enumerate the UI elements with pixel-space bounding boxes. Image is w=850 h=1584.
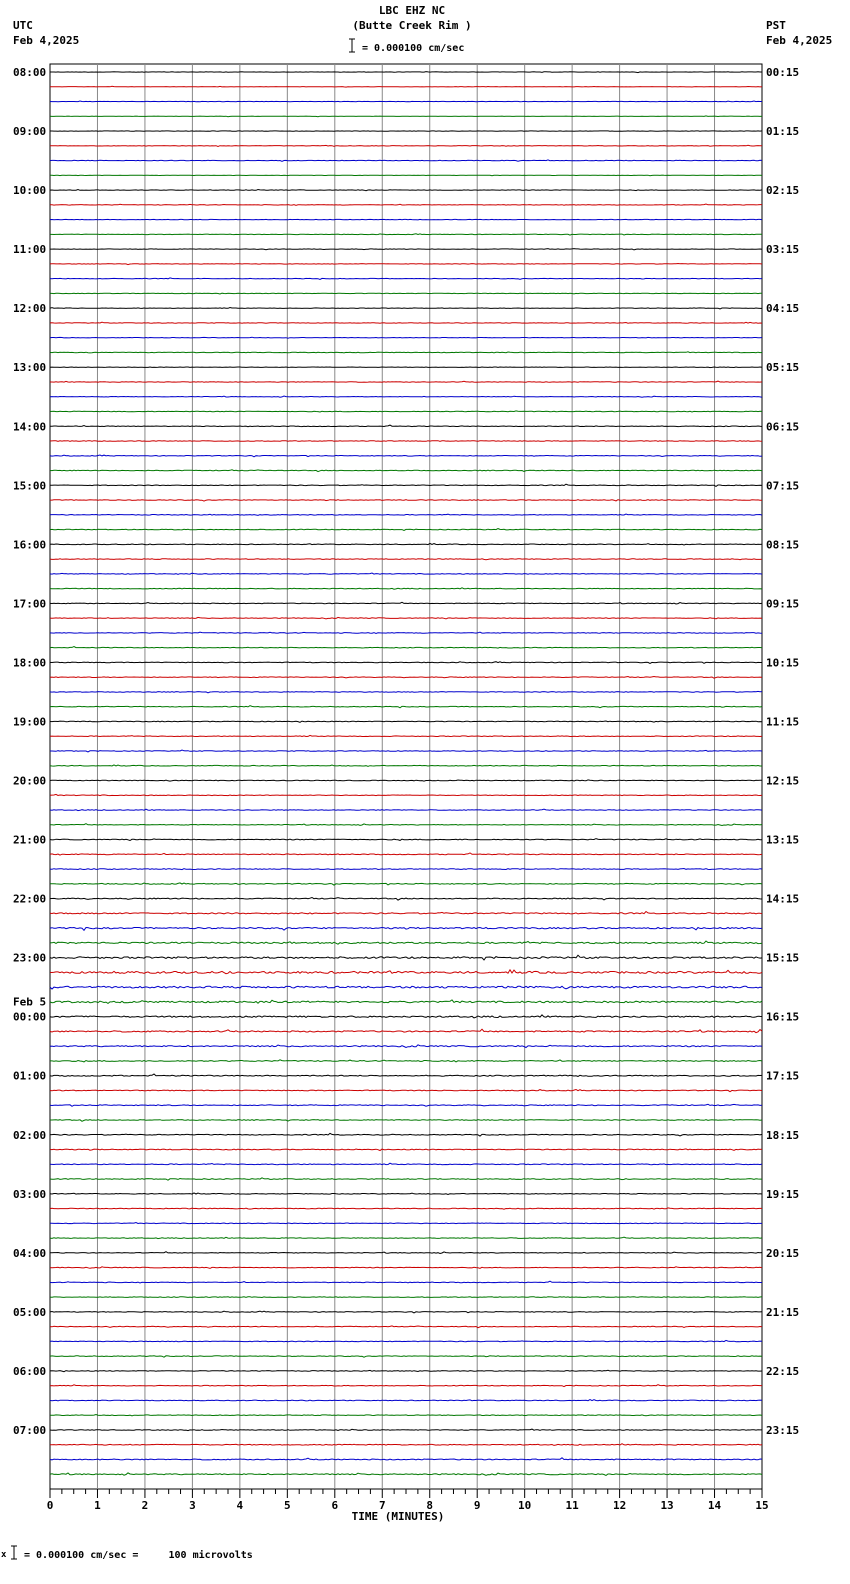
seismic-trace — [50, 145, 762, 146]
seismic-trace — [50, 898, 762, 901]
x-tick-label: 7 — [378, 1499, 386, 1512]
seismic-trace — [50, 1193, 762, 1195]
seismic-trace — [50, 308, 762, 309]
x-tick-label: 6 — [331, 1499, 339, 1512]
seismic-trace — [50, 529, 762, 531]
pst-hour-label: 18:15 — [766, 1128, 800, 1142]
seismic-trace — [50, 677, 762, 679]
pst-hour-label: 14:15 — [766, 892, 800, 906]
utc-hour-label: 09:00 — [13, 125, 47, 139]
seismic-trace — [50, 912, 762, 914]
seismic-trace — [50, 175, 762, 176]
seismic-trace — [50, 278, 762, 280]
seismic-trace — [50, 839, 762, 841]
utc-hour-label: 10:00 — [13, 184, 47, 198]
seismic-trace — [50, 425, 762, 427]
seismic-trace — [50, 883, 762, 885]
utc-hour-label: 05:00 — [13, 1305, 47, 1319]
seismic-trace — [50, 352, 762, 353]
pst-hour-label: 20:15 — [766, 1246, 800, 1260]
seismic-trace — [50, 750, 762, 752]
pst-hour-label: 12:15 — [766, 774, 800, 788]
right-timezone: PST — [766, 19, 786, 32]
footer-scale-label: = 0.000100 cm/sec = 100 microvolts — [24, 1550, 253, 1561]
pst-hour-label: 19:15 — [766, 1187, 800, 1201]
seismic-trace — [50, 1045, 762, 1048]
seismic-trace — [50, 1133, 762, 1136]
utc-hour-label: 20:00 — [13, 774, 47, 788]
seismic-trace — [50, 1340, 762, 1341]
pst-hour-label: 21:15 — [766, 1305, 800, 1319]
seismic-trace — [50, 780, 762, 781]
x-axis-label: TIME (MINUTES) — [351, 1510, 445, 1523]
seismic-trace — [50, 869, 762, 870]
seismic-trace — [50, 411, 762, 412]
seismic-trace — [50, 160, 762, 161]
utc-hour-label: 02:00 — [13, 1128, 47, 1142]
x-tick-label: 5 — [284, 1499, 291, 1512]
seismic-trace — [50, 381, 762, 382]
seismic-trace — [50, 1400, 762, 1401]
station-title: LBC EHZ NC — [378, 4, 446, 17]
seismic-trace — [50, 1208, 762, 1209]
utc-hour-label: 22:00 — [13, 892, 47, 906]
utc-hour-label: 00:00 — [13, 1010, 47, 1024]
seismic-trace — [50, 1458, 762, 1460]
seismic-trace — [50, 72, 762, 73]
utc-hour-label: 07:00 — [13, 1423, 47, 1437]
station-location: (Butte Creek Rim ) — [352, 19, 472, 32]
pst-hour-label: 23:15 — [766, 1423, 800, 1437]
seismic-trace — [50, 1429, 762, 1431]
pst-hour-label: 00:15 — [766, 66, 800, 79]
seismic-trace — [50, 1104, 762, 1106]
utc-hour-label: 23:00 — [13, 951, 47, 965]
seismic-trace — [50, 1178, 762, 1180]
x-tick-label: 15 — [755, 1499, 769, 1512]
utc-hour-label: 15:00 — [13, 479, 47, 493]
utc-hour-label: 17:00 — [13, 597, 47, 611]
seismic-trace — [50, 1090, 762, 1092]
seismic-trace — [50, 86, 762, 87]
seismic-trace — [50, 264, 762, 265]
seismic-trace — [50, 794, 762, 795]
seismic-trace — [50, 1015, 762, 1018]
seismic-trace — [50, 602, 762, 604]
x-tick-label: 4 — [236, 1499, 244, 1512]
seismic-trace — [50, 941, 762, 944]
pst-hour-label: 03:15 — [766, 243, 800, 257]
pst-hour-label: 15:15 — [766, 951, 800, 965]
seismic-trace — [50, 1237, 762, 1238]
pst-hour-label: 08:15 — [766, 538, 800, 552]
seismic-trace — [50, 484, 762, 486]
pst-hour-label: 05:15 — [766, 361, 800, 375]
seismic-trace — [50, 1297, 762, 1298]
seismic-trace — [50, 647, 762, 649]
utc-hour-label: 19:00 — [13, 715, 47, 729]
seismic-trace — [50, 1281, 762, 1283]
seismic-trace — [50, 219, 762, 220]
pst-hour-label: 22:15 — [766, 1364, 800, 1378]
seismic-trace — [50, 1444, 762, 1446]
seismic-trace — [50, 234, 762, 235]
x-tick-label: 14 — [707, 1499, 722, 1512]
seismic-trace — [50, 1060, 762, 1062]
seismic-trace — [50, 1356, 762, 1357]
seismic-trace — [50, 1000, 762, 1004]
utc-hour-label: 21:00 — [13, 833, 47, 847]
pst-hour-label: 10:15 — [766, 656, 800, 670]
seismic-trace — [50, 824, 762, 826]
pst-hour-label: 07:15 — [766, 479, 800, 493]
seismic-trace — [50, 249, 762, 250]
pst-hour-label: 11:15 — [766, 715, 800, 729]
plot-frame — [50, 64, 762, 1489]
pst-hour-label: 13:15 — [766, 833, 800, 847]
seismic-trace — [50, 662, 762, 664]
utc-hour-label: 06:00 — [13, 1364, 47, 1378]
seismic-trace — [50, 1252, 762, 1254]
left-date: Feb 4,2025 — [13, 34, 80, 47]
seismic-trace — [50, 809, 762, 810]
seismic-trace — [50, 986, 762, 989]
x-tick-label: 9 — [473, 1499, 481, 1512]
x-tick-label: 13 — [660, 1499, 674, 1512]
seismic-trace — [50, 735, 762, 736]
seismic-trace — [50, 1385, 762, 1387]
x-tick-label: 8 — [426, 1499, 434, 1512]
scale-label: = 0.000100 cm/sec — [362, 43, 465, 54]
pst-hour-label: 01:15 — [766, 125, 800, 139]
seismic-trace — [50, 765, 762, 767]
utc-hour-label: 12:00 — [13, 302, 47, 316]
x-tick-label: 3 — [189, 1499, 196, 1512]
x-tick-label: 1 — [94, 1499, 101, 1512]
pst-hour-label: 17:15 — [766, 1069, 800, 1083]
seismic-trace — [50, 927, 762, 930]
seismic-trace — [50, 1149, 762, 1151]
seismic-trace — [50, 1074, 762, 1076]
seismic-trace — [50, 470, 762, 472]
utc-hour-label: 16:00 — [13, 538, 47, 552]
utc-hour-label: 13:00 — [13, 361, 47, 375]
seismic-trace — [50, 116, 762, 117]
seismic-trace — [50, 500, 762, 501]
x-tick-label: 0 — [46, 1499, 54, 1512]
seismic-trace — [50, 514, 762, 515]
seismic-trace — [50, 955, 762, 960]
utc-hour-label: 18:00 — [13, 656, 47, 670]
footer-marker: x — [1, 1550, 7, 1560]
seismic-trace — [50, 396, 762, 397]
seismic-trace — [50, 1473, 762, 1476]
seismic-trace — [50, 204, 762, 205]
seismic-trace — [50, 1415, 762, 1416]
seismic-trace — [50, 1326, 762, 1328]
seismic-trace — [50, 101, 762, 102]
footer-scale-bar-icon — [10, 1545, 18, 1560]
pst-hour-label: 09:15 — [766, 597, 800, 611]
utc-hour-label: 04:00 — [13, 1246, 47, 1260]
seismic-trace — [50, 337, 762, 338]
x-tick-label: 2 — [141, 1499, 149, 1512]
seismic-trace — [50, 632, 762, 633]
seismic-trace — [50, 691, 762, 692]
pst-hour-label: 04:15 — [766, 302, 800, 316]
seismic-trace — [50, 455, 762, 457]
seismic-trace — [50, 721, 762, 722]
seismic-trace — [50, 190, 762, 191]
seismic-trace — [50, 1163, 762, 1165]
seismic-trace — [50, 1120, 762, 1122]
x-tick-label: 10 — [518, 1499, 532, 1512]
pst-hour-label: 02:15 — [766, 184, 800, 198]
left-timezone: UTC — [13, 19, 33, 32]
seismic-trace — [50, 617, 762, 619]
seismic-trace — [50, 293, 762, 294]
utc-hour-label: 01:00 — [13, 1069, 47, 1083]
seismic-trace — [50, 1029, 762, 1033]
x-tick-label: 11 — [565, 1499, 579, 1512]
seismic-trace — [50, 441, 762, 442]
seismic-trace — [50, 544, 762, 546]
utc-hour-label: 11:00 — [13, 243, 47, 257]
seismic-trace — [50, 588, 762, 589]
seismic-trace — [50, 1267, 762, 1269]
seismic-trace — [50, 367, 762, 368]
seismic-trace — [50, 573, 762, 574]
utc-hour-label: 03:00 — [13, 1187, 47, 1201]
seismic-trace — [50, 853, 762, 855]
date-change-label: Feb 5 — [13, 995, 47, 1009]
seismic-trace — [50, 970, 762, 974]
utc-hour-label: 14:00 — [13, 420, 47, 434]
seismic-trace — [50, 559, 762, 560]
pst-hour-label: 16:15 — [766, 1010, 800, 1024]
right-date: Feb 4,2025 — [766, 34, 833, 47]
seismic-trace — [50, 1370, 762, 1371]
seismic-trace — [50, 1223, 762, 1224]
seismic-trace — [50, 1311, 762, 1313]
pst-hour-label: 06:15 — [766, 420, 800, 434]
utc-hour-label: 08:00 — [13, 66, 47, 79]
seismic-trace — [50, 322, 762, 323]
seismic-trace — [50, 706, 762, 708]
x-tick-label: 12 — [612, 1499, 627, 1512]
